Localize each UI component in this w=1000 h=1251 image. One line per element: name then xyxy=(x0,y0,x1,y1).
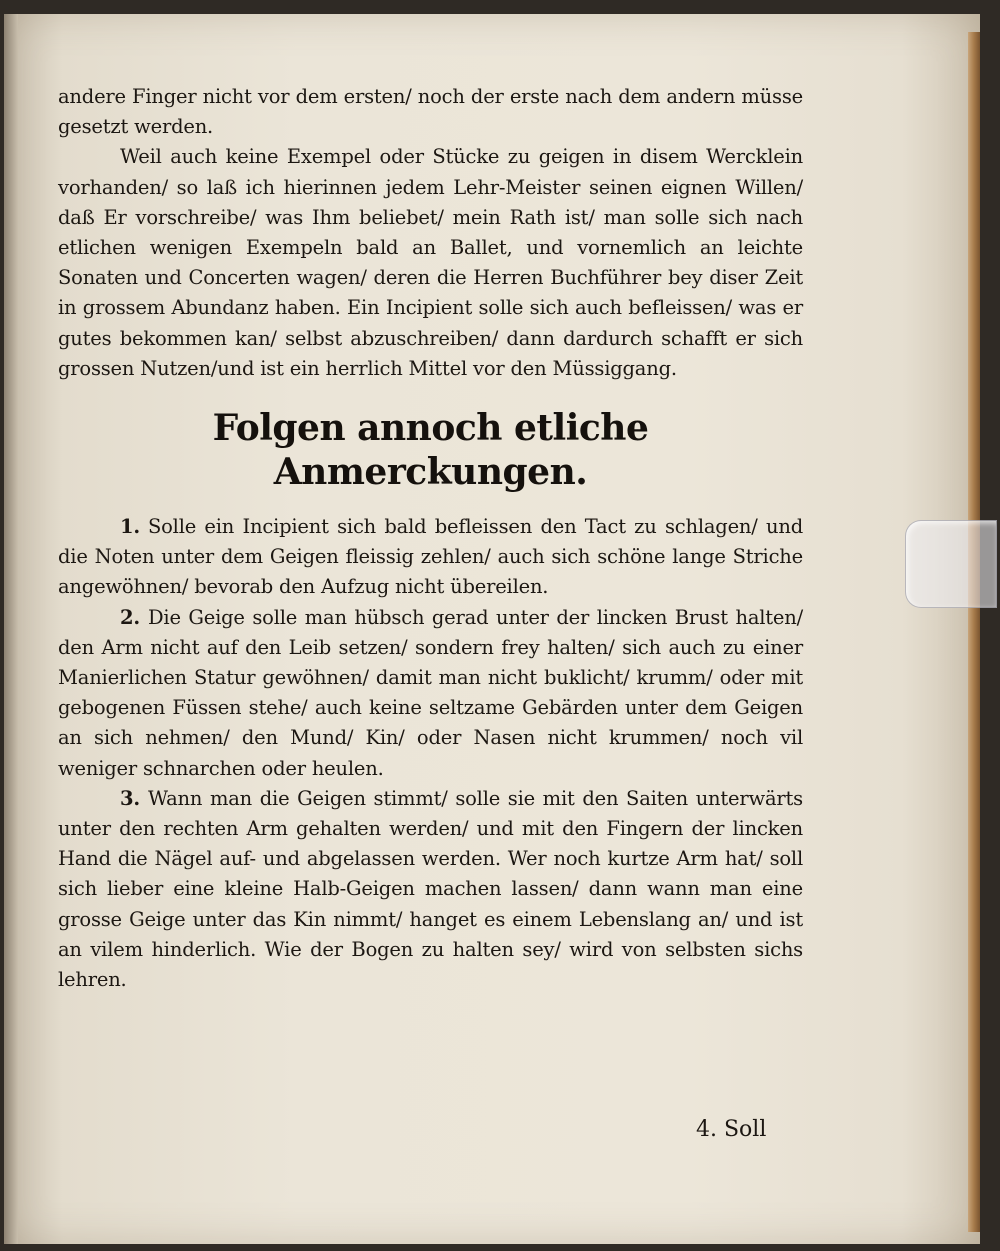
page-edge xyxy=(968,32,980,1232)
page-text-block xyxy=(58,82,803,995)
numbered-item-3 xyxy=(58,784,803,995)
numbered-item-2 xyxy=(58,603,803,784)
section-heading: Folgen annoch etliche Anmerckungen. xyxy=(212,407,649,494)
paragraph-continuation: andere Finger nicht vor dem ersten/ noch der erste nach dem andern müsse gesetzt werden. xyxy=(58,85,803,139)
item-number: 2. xyxy=(120,605,140,629)
item-number: 3. xyxy=(120,786,140,810)
item-text: Die Geige solle man hübsch gerad unter der lincken Brust halten/ den Arm nicht auf den Leib setzen/ sondern frey halten/ sich auch zu einer Manierlichen Statur gewöhnen/ damit man nicht buklicht/ krumm/ oder mit gebogenen Füssen stehe/ auch keine seltzame Gebärden unter dem Geigen an sich nehmen/ den Mund/ Kin/ oder Nasen nicht krummen/ noch vil weniger schnarchen oder heulen. xyxy=(58,605,803,780)
numbered-item-1 xyxy=(58,512,803,603)
book-gutter xyxy=(4,14,18,1244)
plastic-clip xyxy=(905,520,997,608)
item-text: Wann man die Geigen stimmt/ solle sie mit den Saiten unterwärts unter den rechten Arm gehalten werden/ und mit den Fingern der lincken Hand die Nägel auf- und abgelassen werden. Wer noch kurtze Arm hat/ soll sich lieber eine kleine Halb-Geigen machen lassen/ dann wann man eine grosse Geige unter das Kin nimmt/ hanget es einem Lebenslang an/ und ist an vilem hinderlich. Wie der Bogen zu halten sey/ wird von selbsten sichs lehren. xyxy=(58,786,803,992)
item-text: Solle ein Incipient sich bald befleissen den Tact zu schlagen/ und die Noten unter dem Geigen fleissig zehlen/ auch sich schöne lange Striche angewöhnen/ bevorab den Aufzug nicht übereilen. xyxy=(58,515,803,599)
item-number: 1. xyxy=(120,515,140,539)
catchword: 4. Soll xyxy=(696,1117,767,1142)
paragraph-exercises: Weil auch keine Exempel oder Stücke zu geigen in disem Wercklein vorhanden/ so laß ich hierinnen jedem Lehr-Meister seinen eignen Willen/ daß Er vorschreibe/ was Ihm beliebet/ mein Rath ist/ man solle sich nach etlichen wenigen Exempeln bald an Ballet, und vornemlich an leichte Sonaten und Concerten wagen/ deren die Herren Buchführer bey diser Zeit in grossem Abundanz haben. Ein Incipient solle sich auch befleissen/ was er gutes bekommen kan/ selbst abzuschreiben/ dann dardurch schafft er sich grossen Nutzen/und ist ein herrlich Mittel vor den Müssiggang. xyxy=(58,145,803,380)
